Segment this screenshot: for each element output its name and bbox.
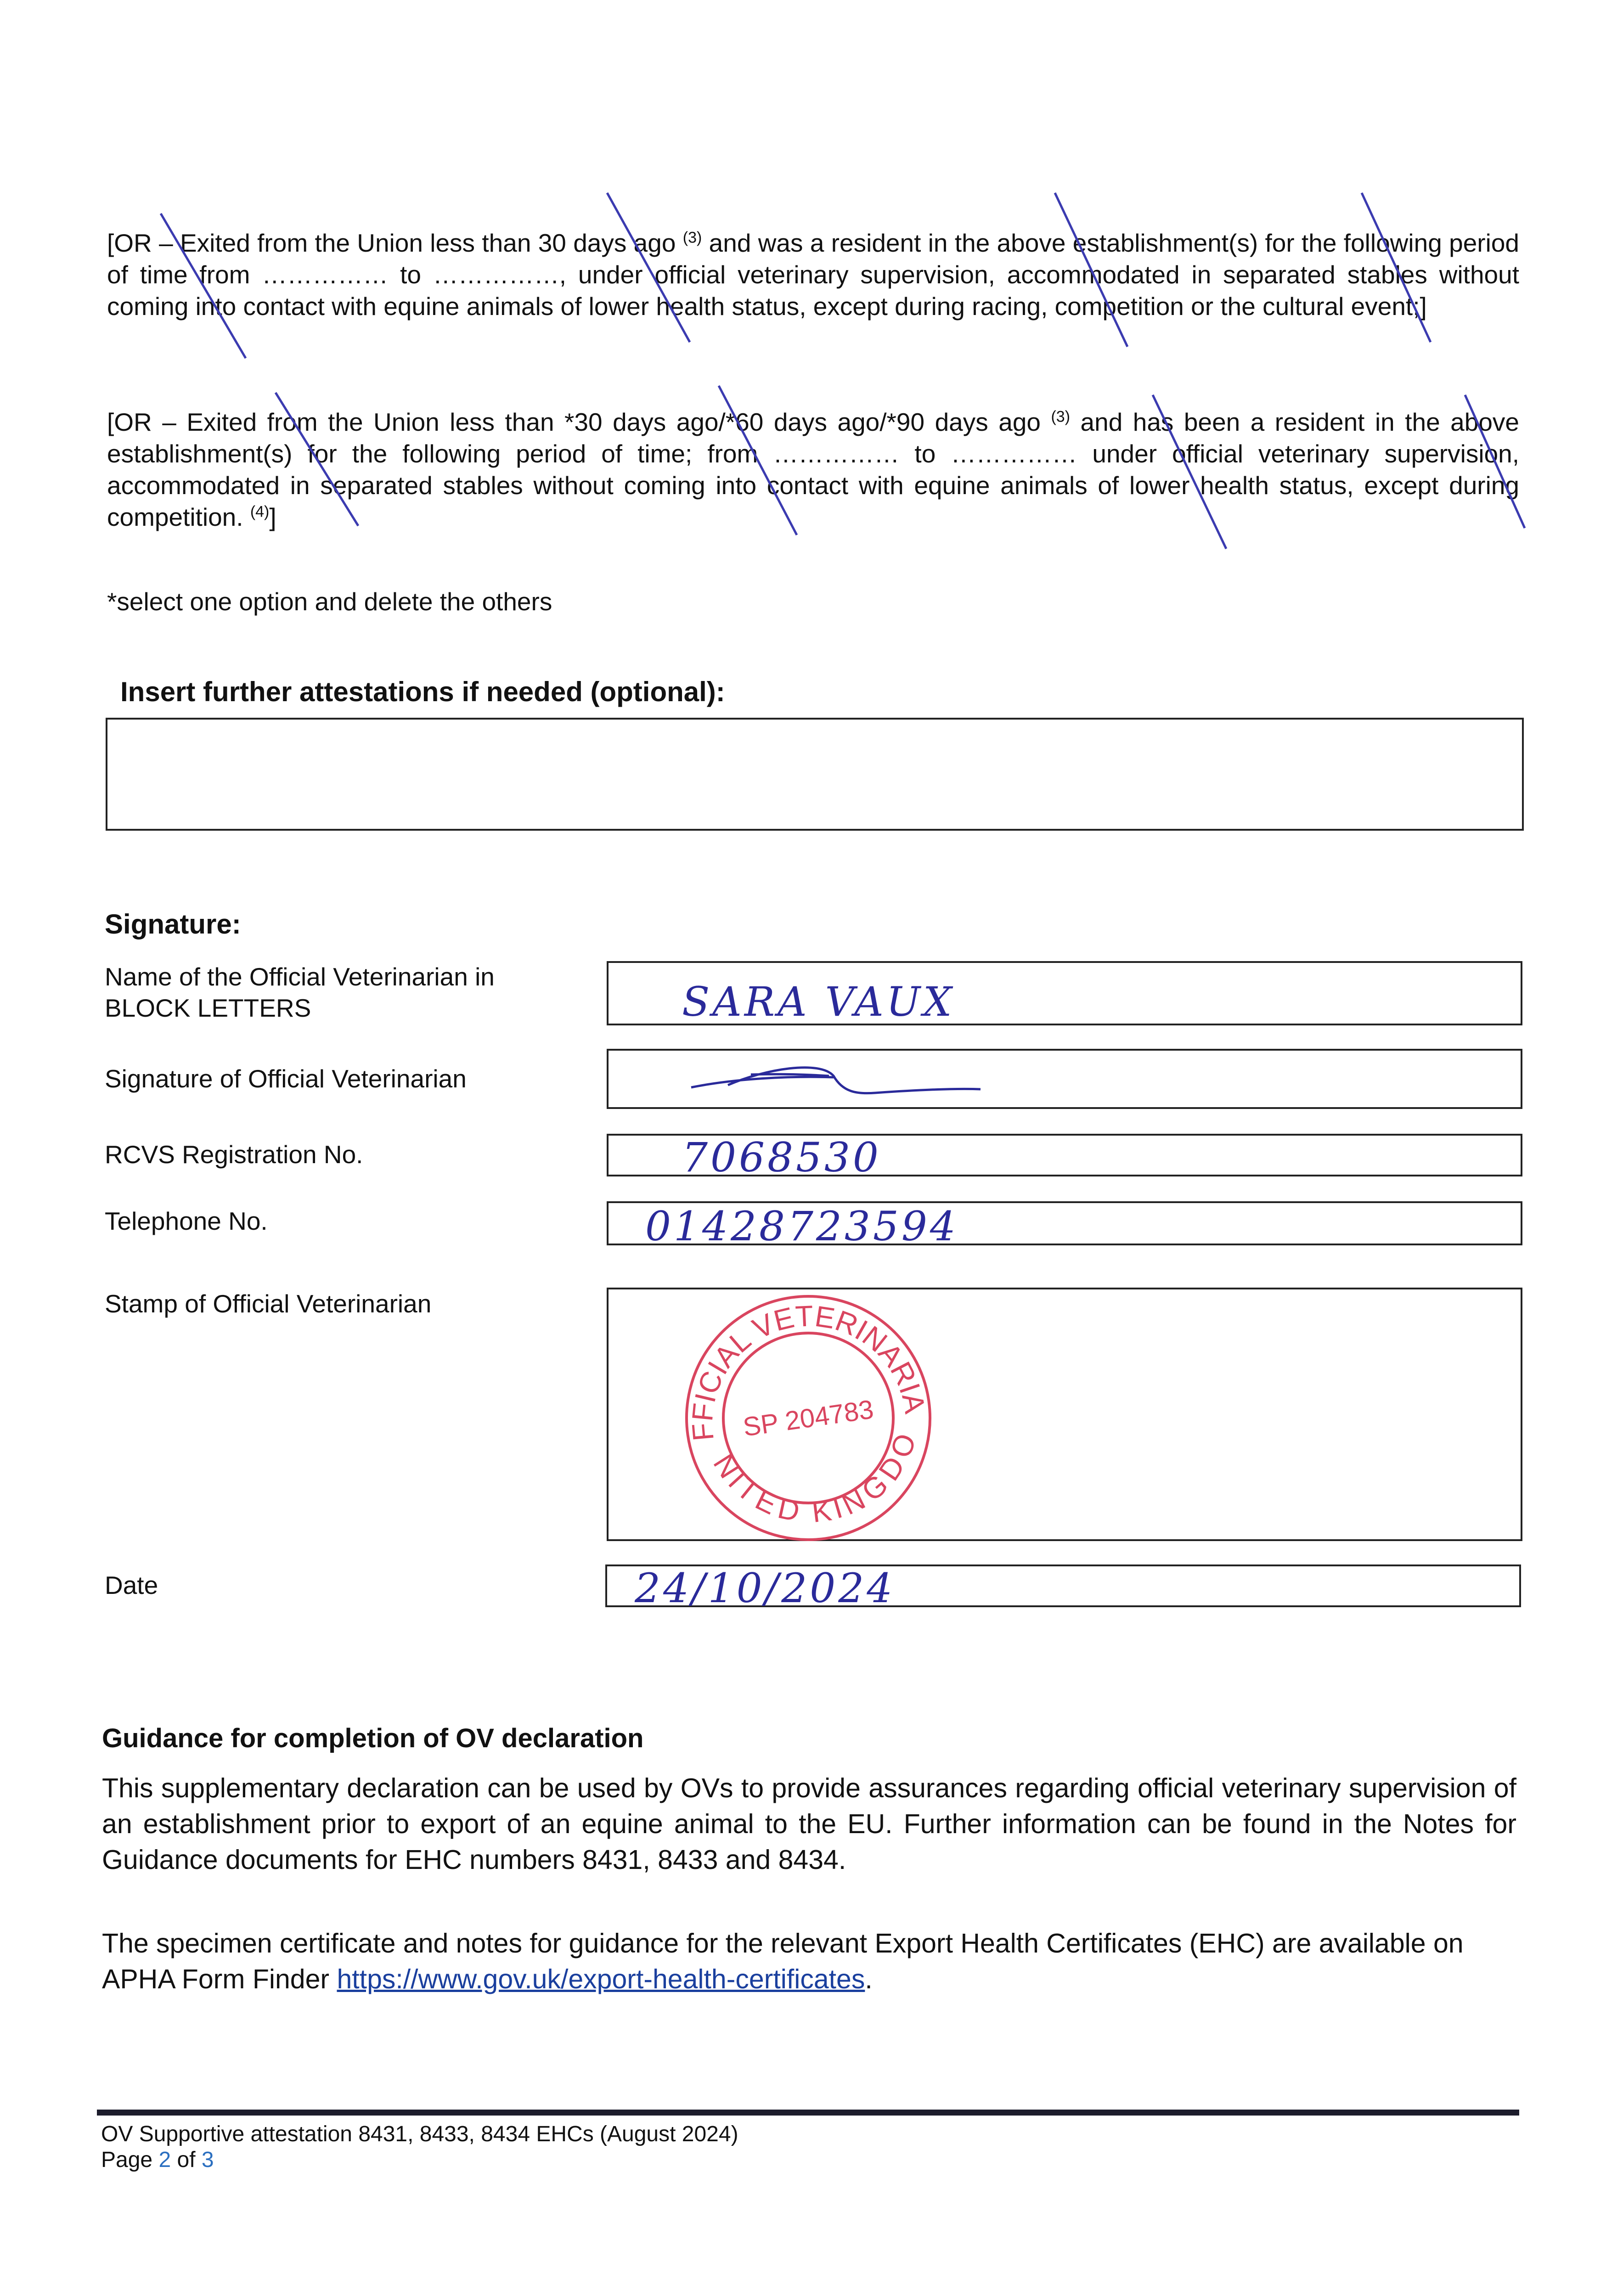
telephone-field[interactable] [607, 1201, 1522, 1250]
date-value: 24/10/2024 [635, 1564, 896, 1612]
signature-field[interactable] [607, 1049, 1522, 1109]
date-label: Date [105, 1571, 158, 1599]
rcvs-value: 7068530 [682, 1134, 881, 1181]
footnote-ref: (4) [250, 503, 270, 521]
page-current: 2 [158, 2148, 171, 2172]
footnote-ref: (3) [682, 229, 702, 247]
name-label [105, 961, 495, 1024]
option-text: [OR – Exited from the Union less than *30 days ago/*60 days ago/*90 days ago [107, 408, 1051, 436]
stamp-label: Stamp of Official Veterinarian [105, 1289, 432, 1318]
signature-heading: Signature: [105, 909, 241, 940]
stamp-field [607, 1288, 1522, 1541]
guidance-text: The specimen certificate and notes for guidance for the relevant Export Health Certificates (EHC) are available on APHA Form Finder [102, 1928, 1464, 1994]
svg-text:OFFICIAL VETERINARIAN: OFFICIAL VETERINARIAN [685, 1299, 932, 1443]
name-value: SARA VAUX [682, 978, 955, 1025]
rcvs-field[interactable] [607, 1134, 1522, 1181]
date-field[interactable] [605, 1564, 1521, 1612]
page-number [101, 2147, 738, 2173]
select-note: *select one option and delete the others [107, 587, 552, 616]
guidance-paragraph-2 [102, 1925, 1516, 1997]
page-word: Page [101, 2148, 153, 2172]
further-attestations-heading: Insert further attestations if needed (optional): [120, 676, 725, 707]
option-text: and has been a resident in the above establishment(s) for the following period of time; from …………… to …………… under official veterinary supervision, accommodated in separated stables without coming into contact with equine animals of lower health status, except during competition. [107, 408, 1520, 531]
handwritten-signature [682, 1051, 1003, 1106]
label-line: BLOCK LETTERS [105, 994, 311, 1022]
svg-text:SP 204783: SP 204783 [741, 1394, 876, 1442]
guidance-heading: Guidance for completion of OV declaration [102, 1723, 644, 1753]
guidance-text: . [865, 1964, 873, 1994]
official-veterinarian-stamp [680, 1289, 937, 1547]
option-text: [OR – Exited from the Union less than 30 days ago [107, 229, 683, 257]
svg-text:UNITED KINGDOM: UNITED KINGDOM [707, 1429, 923, 1529]
label-line: Name of the Official Veterinarian in [105, 962, 495, 991]
footer-title: OV Supportive attestation 8431, 8433, 8434 EHCs (August 2024) [101, 2122, 738, 2146]
footer [101, 2122, 738, 2173]
footer-rule [97, 2110, 1519, 2116]
guidance-paragraph-1: This supplementary declaration can be used by OVs to provide assurances regarding official veterinary supervision of an establishment prior to export of an equine animal to the EU. Further information can be found in the Notes for Guidance documents for EHC numbers 8431, 8433 and 8434. [102, 1773, 1516, 1875]
option-text: ] [269, 503, 276, 531]
rcvs-label: RCVS Registration No. [105, 1140, 363, 1169]
telephone-value: 01428723594 [645, 1203, 958, 1250]
footnote-ref: (3) [1051, 408, 1071, 426]
telephone-label: Telephone No. [105, 1207, 268, 1235]
form-finder-link[interactable]: https://www.gov.uk/export-health-certificates [337, 1964, 865, 1994]
further-attestations-field[interactable] [106, 718, 1524, 831]
option-text: and was a resident in the above establishment(s) for the following period of time from …………… to ……………, under official veterinary supervision, accommodated in separated stables without coming into contact with equine animals of lower health status, except during racing, competition or the cultural event;] [107, 229, 1519, 321]
of-word: of [177, 2148, 196, 2172]
page-total: 3 [201, 2148, 214, 2172]
strike-through-marks [0, 0, 1623, 597]
name-field[interactable] [607, 961, 1522, 1025]
signature-label: Signature of Official Veterinarian [105, 1064, 467, 1093]
